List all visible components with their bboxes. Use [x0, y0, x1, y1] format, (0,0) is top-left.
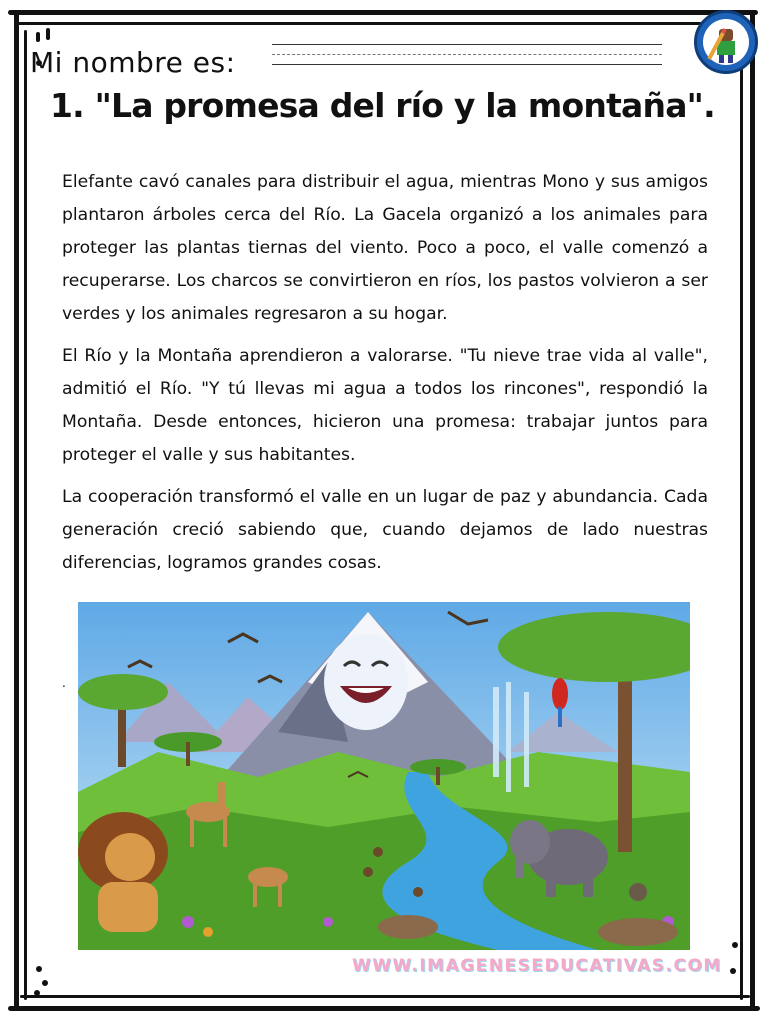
mountain-face: [324, 634, 408, 730]
decor-dot: [34, 990, 40, 996]
story-paragraph: Elefante cavó canales para distribuir el agua, mientras Mono y sus amigos plantaron árboles cerca del Río. La Gacela organizó a los animales para proteger las plantas tiernas del viento. Poco a poco, el valle comenzó a recuperarse. Los charcos se convirtieron en ríos, los pastos volvieron a ser verdes y los animales regresaron a su hogar.: [62, 172, 708, 324]
name-write-lines[interactable]: [272, 44, 662, 74]
frame-left-border: [14, 10, 19, 1010]
story-paragraph: El Río y la Montaña aprendieron a valorarse. "Tu nieve trae vida al valle", admitió el Río. "Y tú llevas mi agua a todos los rincones", respondió la Montaña. Desde entonces, hicieron una promesa: trabajar juntos para proteger el valle y sus habitantes.: [62, 346, 708, 465]
decor-dot: [732, 942, 738, 948]
decor-dot: [42, 980, 48, 986]
frame-right-inner-border: [740, 60, 743, 1000]
story-paragraph: La cooperación transformó el valle en un lugar de paz y abundancia. Cada generación creció sabiendo que, cuando dejamos de lado nuestras diferencias, logramos grandes cosas.: [62, 487, 708, 573]
frame-right-border: [750, 10, 755, 1010]
pencil-boy-icon: [697, 13, 755, 71]
valley-scene-image: [78, 602, 690, 950]
decor-dash: [36, 32, 40, 42]
story-title: 1. "La promesa del río y la montaña".: [50, 86, 715, 125]
name-row: [30, 46, 236, 79]
site-logo: [694, 10, 758, 74]
decor-dash: [46, 28, 50, 40]
name-label: Mi nombre es:: [30, 46, 236, 79]
frame-left-inner-border: [24, 30, 27, 1000]
decor-dot: [36, 966, 42, 972]
story-illustration: [78, 602, 690, 950]
frame-bottom-border: [8, 1006, 760, 1011]
frame-bottom-inner-border: [20, 995, 750, 998]
frame-top-inner-border: [18, 22, 752, 25]
frame-top-border: [8, 10, 758, 15]
story-text: [62, 166, 708, 589]
decor-dot: [730, 968, 736, 974]
website-footer: WWW.IMAGENESEDUCATIVAS.COM: [352, 956, 722, 976]
stray-mark: .: [62, 676, 66, 690]
